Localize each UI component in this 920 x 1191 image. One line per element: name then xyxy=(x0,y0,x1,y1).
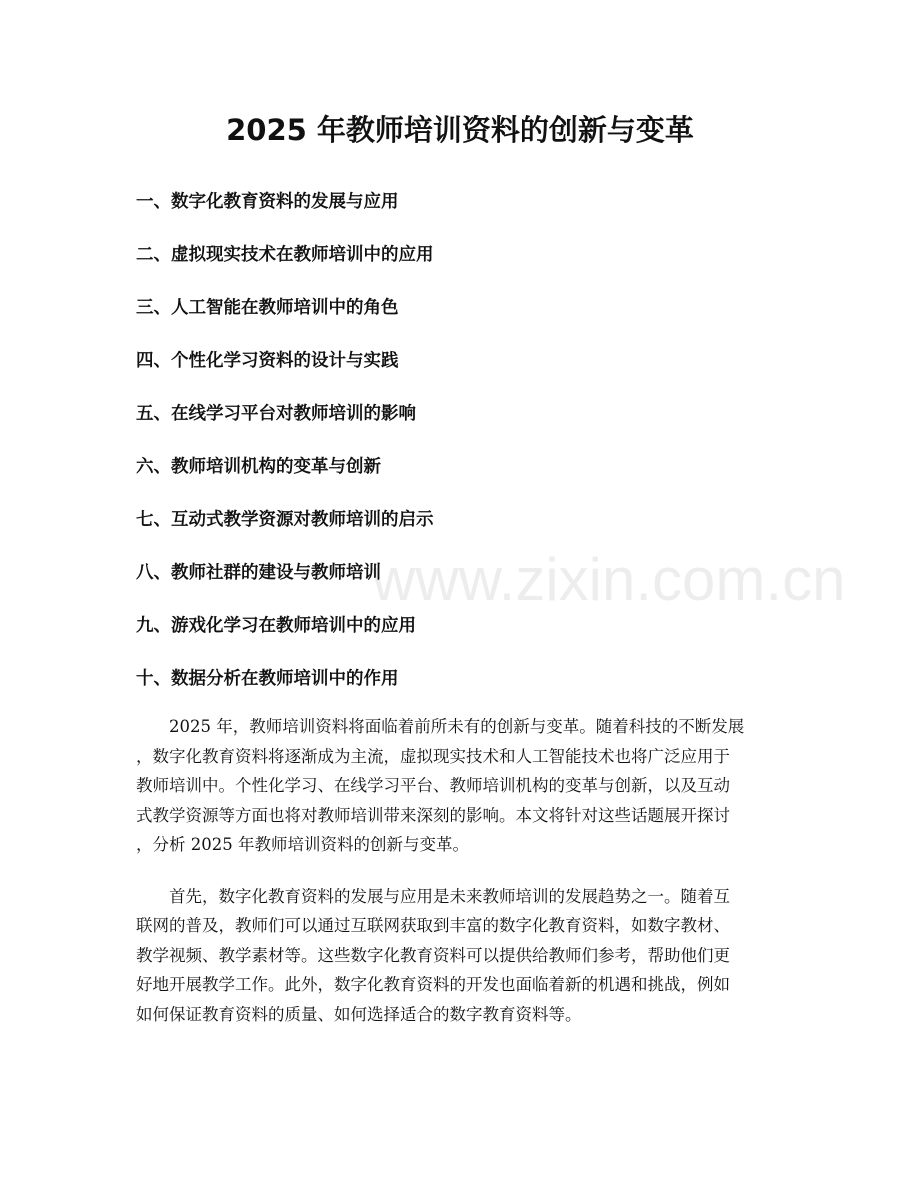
outline-item: 一、数字化教育资料的发展与应用 xyxy=(136,192,399,212)
paragraph-line: 教师培训中。个性化学习、在线学习平台、教师培训机构的变革与创新，以及互动 xyxy=(136,776,730,795)
intro-paragraph xyxy=(136,712,786,860)
body-text xyxy=(136,712,786,1051)
outline-item: 九、游戏化学习在教师培训中的应用 xyxy=(136,616,416,636)
outline-item: 七、互动式教学资源对教师培训的启示 xyxy=(136,510,434,530)
outline-item: 五、在线学习平台对教师培训的影响 xyxy=(136,404,416,424)
paragraph-line: 如何保证教育资料的质量、如何选择适合的数字教育资料等。 xyxy=(136,1004,582,1024)
document-title: 2025 年教师培训资料的创新与变革 xyxy=(226,113,694,147)
outline-list xyxy=(136,184,434,714)
watermark: www.zixin.com.cn xyxy=(372,546,846,613)
outline-item: 四、个性化学习资料的设计与实践 xyxy=(136,351,399,371)
paragraph-line: ，分析 2025 年教师培训资料的创新与变革。 xyxy=(136,835,469,854)
paragraph-line: ，数字化教育资料将逐渐成为主流，虚拟现实技术和人工智能技术也将广泛应用于 xyxy=(136,746,730,766)
outline-item: 八、教师社群的建设与教师培训 xyxy=(136,563,381,583)
paragraph-line: 好地开展教学工作。此外，数字化教育资料的开发也面临着新的机遇和挑战，例如 xyxy=(136,975,730,994)
paragraph-line: 式教学资源等方面也将对教师培训带来深刻的影响。本文将针对这些话题展开探讨 xyxy=(136,805,730,825)
paragraph-line: 教学视频、教学素材等。这些数字化教育资料可以提供给教师们参考，帮助他们更 xyxy=(136,945,730,965)
outline-item: 二、虚拟现实技术在教师培训中的应用 xyxy=(136,245,434,265)
outline-item: 十、数据分析在教师培训中的作用 xyxy=(136,669,399,689)
body-paragraph xyxy=(136,882,786,1030)
paragraph-line: 首先，数字化教育资料的发展与应用是未来教师培训的发展趋势之一。随着互 xyxy=(169,886,730,906)
paragraph-line: 联网的普及，教师们可以通过互联网获取到丰富的数字化教育资料，如数字教材、 xyxy=(136,916,730,935)
paragraph-line: 2025 年，教师培训资料将面临着前所未有的创新与变革。随着科技的不断发展 xyxy=(169,717,745,736)
outline-item: 三、人工智能在教师培训中的角色 xyxy=(136,298,399,318)
outline-item: 六、教师培训机构的变革与创新 xyxy=(136,457,381,477)
